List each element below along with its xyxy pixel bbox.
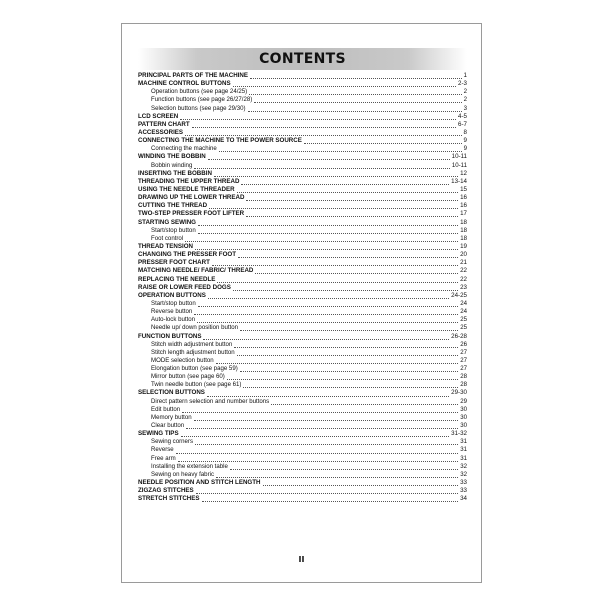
toc-entry <box>138 414 467 422</box>
toc-entry-page: 9 <box>463 137 467 145</box>
toc-entry <box>138 121 467 129</box>
toc-entry <box>138 202 467 210</box>
dot-leader <box>180 114 456 120</box>
toc-entry-label: Foot control <box>151 234 184 242</box>
toc-entry-page: 27 <box>460 356 467 364</box>
toc-entry-label: Sewing on heavy fabric <box>151 470 215 478</box>
toc-entry <box>138 308 467 316</box>
dot-leader <box>195 244 458 250</box>
toc-entry-label: REPLACING THE NEEDLE <box>138 275 216 283</box>
dot-leader <box>203 334 449 340</box>
toc-entry-page: 30 <box>460 422 467 430</box>
toc-entry-label: TWO-STEP PRESSER FOOT LIFTER <box>138 210 245 218</box>
toc-entry <box>138 80 467 88</box>
toc-entry-page: 27 <box>460 365 467 373</box>
toc-entry <box>138 446 467 454</box>
toc-entry-label: Mirror button (see page 60) <box>151 373 225 381</box>
toc-entry-page: 24-25 <box>451 291 467 299</box>
page-number: II <box>298 555 305 564</box>
toc-entry-page: 31 <box>460 446 467 454</box>
toc-entry-page: 21 <box>460 259 467 267</box>
toc-entry-label: RAISE OR LOWER FEED DOGS <box>138 283 231 291</box>
toc-entry-page: 28 <box>460 373 467 381</box>
dot-leader <box>186 423 458 429</box>
toc-entry-page: 25 <box>460 324 467 332</box>
dot-leader <box>271 399 458 405</box>
toc-entry-page: 33 <box>460 479 467 487</box>
toc-entry-page: 6-7 <box>458 120 467 128</box>
toc-entry-label: PRINCIPAL PARTS OF THE MACHINE <box>138 72 249 79</box>
toc-entry-label: NEEDLE POSITION AND STITCH LENGTH <box>138 479 261 487</box>
toc-entry <box>138 471 467 479</box>
dot-leader <box>255 268 458 274</box>
toc-entry <box>138 463 467 471</box>
toc-entry <box>138 243 467 251</box>
toc-entry-page: 27 <box>460 348 467 356</box>
toc-entry-page: 29-30 <box>451 389 467 397</box>
toc-entry <box>138 186 467 194</box>
toc-entry-label: STARTING SEWING <box>138 218 196 226</box>
dot-leader <box>182 407 458 413</box>
toc-entry-label: INSERTING THE BOBBIN <box>138 169 212 177</box>
toc-entry-page: 28 <box>460 381 467 389</box>
dot-leader <box>185 130 462 136</box>
toc-entry-page: 18 <box>460 226 467 234</box>
toc-entry-label: LCD SCREEN <box>138 112 179 120</box>
dot-leader <box>198 228 459 234</box>
toc-entry <box>138 227 467 235</box>
toc-entry-page: 30 <box>460 405 467 413</box>
dot-leader <box>238 252 458 258</box>
dot-leader <box>219 146 462 152</box>
toc-entry <box>138 381 467 389</box>
dot-leader <box>246 211 458 217</box>
toc-entry-page: 30 <box>460 413 467 421</box>
toc-entry-page: 19 <box>460 242 467 250</box>
dot-leader <box>181 431 450 437</box>
toc-entry-label: CONNECTING THE MACHINE TO THE POWER SOURCE <box>138 137 302 145</box>
dot-leader <box>194 415 459 421</box>
page-title: CONTENTS <box>259 51 346 67</box>
toc-entry-page: 2 <box>463 88 467 96</box>
toc-entry-label: PRESSER FOOT CHART <box>138 259 210 267</box>
toc-entry <box>138 495 467 503</box>
toc-entry-label: THREAD TENSION <box>138 242 194 250</box>
toc-entry-page: 25 <box>460 316 467 324</box>
toc-entry <box>138 373 467 381</box>
dot-leader <box>241 179 449 185</box>
dot-leader <box>237 187 459 193</box>
toc-entry-label: Stitch width adjustment button <box>151 340 233 348</box>
toc-entry <box>138 251 467 259</box>
toc-entry <box>138 129 467 137</box>
toc-entry <box>138 292 467 300</box>
toc-entry-label: FUNCTION BUTTONS <box>138 332 202 340</box>
toc-entry-page: 17 <box>460 210 467 218</box>
dot-leader <box>304 138 462 144</box>
toc-entry <box>138 300 467 308</box>
toc-entry-page: 3 <box>463 104 467 112</box>
toc-entry-label: Direct pattern selection and number buttons <box>151 397 270 405</box>
toc-entry-page: 10-11 <box>451 161 467 169</box>
dot-leader <box>230 464 458 470</box>
toc-entry-label: Edit button <box>151 405 181 413</box>
toc-entry-label: Reverse <box>151 446 174 454</box>
toc-entry <box>138 479 467 487</box>
toc-entry-page: 22 <box>460 267 467 275</box>
toc-entry <box>138 341 467 349</box>
toc-entry-label: Bobbin winding <box>151 161 193 169</box>
dot-leader <box>234 342 458 348</box>
toc-entry-page: 16 <box>460 202 467 210</box>
toc-entry-label: Reverse button <box>151 308 193 316</box>
toc-entry-page: 24 <box>460 299 467 307</box>
toc-entry-page: 18 <box>460 218 467 226</box>
toc-entry-label: Elongation button (see page 59) <box>151 365 238 373</box>
toc-entry <box>138 284 467 292</box>
toc-entry-label: WINDING THE BOBBIN <box>138 153 206 161</box>
toc-entry-page: 31 <box>460 438 467 446</box>
toc-entry <box>138 276 467 284</box>
manual-page <box>121 23 482 583</box>
toc-entry-label: ZIGZAG STITCHES <box>138 487 194 495</box>
toc-entry <box>138 357 467 365</box>
dot-leader <box>240 366 458 372</box>
toc-entry-label: MATCHING NEEDLE/ FABRIC/ THREAD <box>138 267 254 275</box>
toc-entry-label: Free arm <box>151 454 176 462</box>
toc-entry-label: STRETCH STITCHES <box>138 495 200 503</box>
toc-entry <box>138 487 467 495</box>
dot-leader <box>227 374 458 380</box>
toc-entry <box>138 398 467 406</box>
toc-entry <box>138 422 467 430</box>
dot-leader <box>263 480 459 486</box>
toc-entry-label: MACHINE CONTROL BUTTONS <box>138 80 231 88</box>
toc-entry-page: 18 <box>460 234 467 242</box>
toc-entry-label: Start/stop button <box>151 226 196 234</box>
toc-entry-page: 24 <box>460 308 467 316</box>
toc-entry-label: SELECTION BUTTONS <box>138 389 205 397</box>
toc-entry-page: 20 <box>460 251 467 259</box>
dot-leader <box>194 163 450 169</box>
toc-entry <box>138 455 467 463</box>
dot-leader <box>192 122 456 128</box>
dot-leader <box>240 325 458 331</box>
toc-entry-page: 33 <box>460 487 467 495</box>
toc-entry-page: 10-11 <box>451 153 467 161</box>
toc-entry-page: 15 <box>460 185 467 193</box>
toc-entry-page: 16 <box>460 194 467 202</box>
dot-leader <box>249 89 461 95</box>
toc-entry <box>138 259 467 267</box>
toc-entry-label: Start/stop button <box>151 299 196 307</box>
toc-entry-label: OPERATION BUTTONS <box>138 291 206 299</box>
toc-entry-label: Memory button <box>151 413 192 421</box>
toc-entry-page: 2-3 <box>458 80 467 88</box>
toc-entry <box>138 333 467 341</box>
dot-leader <box>248 106 462 112</box>
toc-entry-label: Twin needle button (see page 61) <box>151 381 242 389</box>
dot-leader <box>237 350 459 356</box>
dot-leader <box>195 439 458 445</box>
toc-entry-label: Operation buttons (see page 24/25) <box>151 88 248 96</box>
toc-entry-page: 1 <box>463 72 467 79</box>
toc-entry <box>138 324 467 332</box>
toc-entry <box>138 210 467 218</box>
toc-entry <box>138 72 467 80</box>
toc-entry <box>138 316 467 324</box>
toc-entry <box>138 406 467 414</box>
toc-entry <box>138 219 467 227</box>
toc-entry <box>138 105 467 113</box>
toc-entry-label: PATTERN CHART <box>138 120 190 128</box>
toc-entry-page: 8 <box>463 128 467 136</box>
toc-entry <box>138 145 467 153</box>
toc-entry-label: CHANGING THE PRESSER FOOT <box>138 251 236 259</box>
contents-header <box>138 48 467 70</box>
dot-leader <box>194 309 458 315</box>
toc-entry-label: Connecting the machine <box>151 145 217 153</box>
toc-entry <box>138 389 467 397</box>
toc-entry-page: 23 <box>460 283 467 291</box>
toc-entry <box>138 170 467 178</box>
toc-entry-label: Installing the extension table <box>151 462 228 470</box>
toc-entry-label: Sewing corners <box>151 438 193 446</box>
toc-entry-page: 34 <box>460 495 467 503</box>
toc-entry-label: DRAWING UP THE LOWER THREAD <box>138 194 245 202</box>
dot-leader <box>214 171 458 177</box>
dot-leader <box>198 220 458 226</box>
toc-entry <box>138 438 467 446</box>
dot-leader <box>216 472 458 478</box>
toc-entry <box>138 113 467 121</box>
toc-entry-label: Stitch length adjustment button <box>151 348 235 356</box>
toc-entry-page: 26-28 <box>451 332 467 340</box>
toc-entry <box>138 88 467 96</box>
dot-leader <box>246 195 458 201</box>
toc-entry-page: 22 <box>460 275 467 283</box>
dot-leader <box>209 203 458 209</box>
dot-leader <box>216 358 459 364</box>
toc-entry-page: 13-14 <box>451 177 467 185</box>
toc-entry <box>138 235 467 243</box>
toc-entry-label: MODE selection button <box>151 356 214 364</box>
toc-entry-page: 32 <box>460 470 467 478</box>
dot-leader <box>202 496 459 502</box>
dot-leader <box>217 277 458 283</box>
dot-leader <box>250 73 462 79</box>
toc-entry-label: ACCESSORIES <box>138 128 184 136</box>
toc-entry-label: CUTTING THE THREAD <box>138 202 208 210</box>
toc-entry-page: 12 <box>460 169 467 177</box>
dot-leader <box>212 260 458 266</box>
toc-entry-page: 26 <box>460 340 467 348</box>
dot-leader <box>233 285 458 291</box>
toc-entry <box>138 267 467 275</box>
toc-entry <box>138 153 467 161</box>
toc-entry-label: USING THE NEEDLE THREADER <box>138 185 235 193</box>
toc-entry-page: 29 <box>460 397 467 405</box>
toc-entry <box>138 349 467 357</box>
dot-leader <box>208 154 450 160</box>
toc-entry-label: Needle up/ down position button <box>151 324 239 332</box>
dot-leader <box>233 81 456 87</box>
toc-entry <box>138 430 467 438</box>
toc-entry-label: THREADING THE UPPER THREAD <box>138 177 240 185</box>
toc-entry <box>138 365 467 373</box>
toc-entry <box>138 96 467 104</box>
table-of-contents <box>138 72 467 503</box>
dot-leader <box>178 456 459 462</box>
dot-leader <box>254 97 461 103</box>
toc-entry-page: 2 <box>463 96 467 104</box>
dot-leader <box>208 293 449 299</box>
dot-leader <box>197 317 458 323</box>
toc-entry-page: 9 <box>463 145 467 153</box>
toc-entry-page: 32 <box>460 462 467 470</box>
dot-leader <box>207 391 449 397</box>
toc-entry-label: Auto-lock button <box>151 316 196 324</box>
toc-entry <box>138 194 467 202</box>
toc-entry-label: Clear button <box>151 422 185 430</box>
toc-entry <box>138 162 467 170</box>
toc-entry-label: Selection buttons (see page 29/30) <box>151 104 246 112</box>
toc-entry-page: 31-32 <box>451 430 467 438</box>
toc-entry-label: Function buttons (see page 26/27/28) <box>151 96 253 104</box>
dot-leader <box>198 301 459 307</box>
toc-entry-page: 31 <box>460 454 467 462</box>
dot-leader <box>196 488 458 494</box>
dot-leader <box>176 448 459 454</box>
dot-leader <box>185 236 458 242</box>
toc-entry-label: SEWING TIPS <box>138 430 179 438</box>
toc-entry-page: 4-5 <box>458 112 467 120</box>
toc-entry <box>138 137 467 145</box>
dot-leader <box>243 382 458 388</box>
toc-entry <box>138 178 467 186</box>
